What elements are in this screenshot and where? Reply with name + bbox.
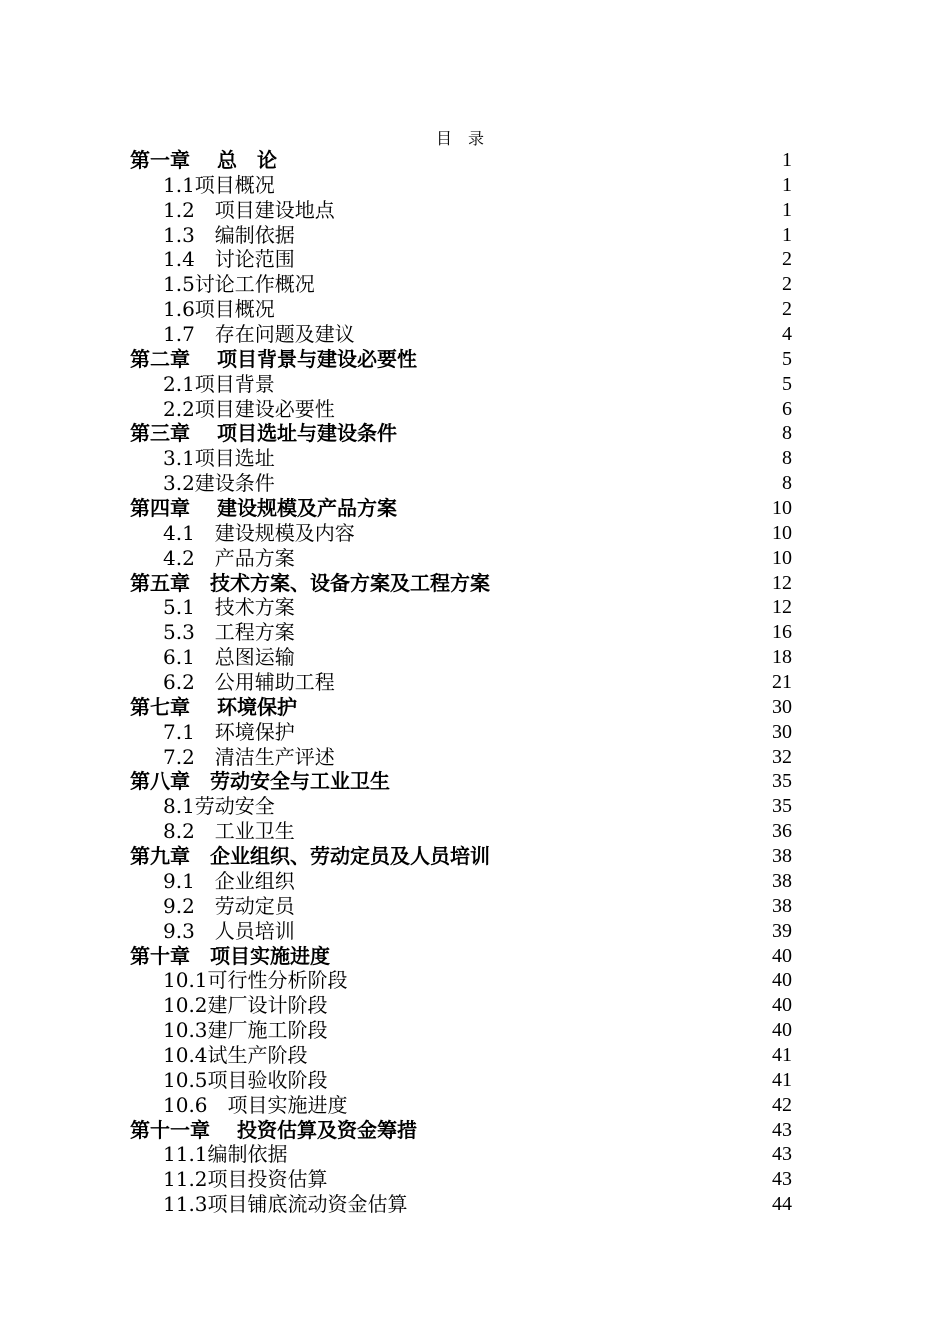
table-of-contents bbox=[130, 148, 792, 1217]
toc-chapter-entry[interactable] bbox=[130, 496, 792, 521]
toc-entry-page-number: 5 bbox=[782, 372, 792, 395]
toc-entry-label: 8.2 工业卫生 bbox=[163, 819, 295, 844]
toc-entry-label: 5.3 工程方案 bbox=[163, 620, 295, 645]
toc-entry-label: 10.6 项目实施进度 bbox=[163, 1092, 348, 1117]
toc-entry-label: 10.3建厂施工阶段 bbox=[163, 1018, 328, 1043]
toc-entry-page-number: 35 bbox=[772, 770, 792, 793]
toc-entry-page-number: 6 bbox=[782, 397, 792, 420]
toc-section-entry[interactable] bbox=[130, 372, 792, 397]
toc-entry-label: 4.1 建设规模及内容 bbox=[163, 520, 355, 545]
toc-section-entry[interactable] bbox=[130, 745, 792, 770]
toc-entry-label: 2.2项目建设必要性 bbox=[163, 396, 335, 421]
toc-entry-label: 第一章 总 论 bbox=[130, 148, 277, 172]
toc-section-entry[interactable] bbox=[130, 720, 792, 745]
toc-entry-label: 9.3 人员培训 bbox=[163, 918, 295, 943]
toc-entry-page-number: 8 bbox=[782, 422, 792, 445]
toc-entry-label: 1.3 编制依据 bbox=[163, 222, 295, 247]
toc-entry-label: 第四章 建设规模及产品方案 bbox=[130, 496, 397, 521]
toc-entry-page-number: 12 bbox=[772, 571, 792, 594]
toc-section-entry[interactable] bbox=[130, 446, 792, 471]
toc-entry-page-number: 44 bbox=[772, 1193, 792, 1216]
toc-section-entry[interactable] bbox=[130, 322, 792, 347]
toc-entry-page-number: 10 bbox=[772, 546, 792, 569]
toc-entry-label: 第十章 项目实施进度 bbox=[130, 943, 330, 968]
toc-section-entry[interactable] bbox=[130, 1043, 792, 1068]
toc-entry-page-number: 43 bbox=[772, 1168, 792, 1191]
toc-section-entry[interactable] bbox=[130, 869, 792, 894]
toc-entry-page-number: 2 bbox=[782, 298, 792, 321]
toc-entry-page-number: 2 bbox=[782, 248, 792, 271]
toc-section-entry[interactable] bbox=[130, 819, 792, 844]
toc-section-entry[interactable] bbox=[130, 645, 792, 670]
toc-section-entry[interactable] bbox=[130, 546, 792, 571]
toc-entry-page-number: 8 bbox=[782, 447, 792, 470]
toc-entry-page-number: 1 bbox=[782, 223, 792, 246]
toc-entry-page-number: 40 bbox=[772, 1019, 792, 1042]
toc-entry-label: 7.2 清洁生产评述 bbox=[163, 744, 335, 769]
toc-entry-label: 10.5项目验收阶段 bbox=[163, 1067, 328, 1092]
toc-entry-label: 11.2项目投资估算 bbox=[163, 1167, 328, 1192]
toc-entry-label: 第五章 技术方案、设备方案及工程方案 bbox=[130, 570, 490, 595]
toc-entry-label: 第九章 企业组织、劳动定员及人员培训 bbox=[130, 844, 490, 869]
toc-entry-page-number: 39 bbox=[772, 919, 792, 942]
toc-entry-page-number: 16 bbox=[772, 621, 792, 644]
toc-entry-page-number: 12 bbox=[772, 596, 792, 619]
toc-entry-label: 4.2 产品方案 bbox=[163, 545, 295, 570]
toc-entry-page-number: 5 bbox=[782, 347, 792, 370]
toc-section-entry[interactable] bbox=[130, 794, 792, 819]
toc-section-entry[interactable] bbox=[130, 968, 792, 993]
toc-section-entry[interactable] bbox=[130, 471, 792, 496]
toc-entry-label: 第八章 劳动安全与工业卫生 bbox=[130, 769, 390, 794]
toc-section-entry[interactable] bbox=[130, 521, 792, 546]
toc-entry-label: 9.1 企业组织 bbox=[163, 868, 295, 893]
toc-entry-label: 8.1劳动安全 bbox=[163, 794, 275, 819]
toc-section-entry[interactable] bbox=[130, 1018, 792, 1043]
toc-section-entry[interactable] bbox=[130, 397, 792, 422]
toc-entry-label: 11.1编制依据 bbox=[163, 1142, 288, 1167]
toc-entry-page-number: 41 bbox=[772, 1068, 792, 1091]
toc-entry-label: 9.2 劳动定员 bbox=[163, 893, 295, 918]
toc-entry-page-number: 41 bbox=[772, 1043, 792, 1066]
toc-section-entry[interactable] bbox=[130, 595, 792, 620]
toc-chapter-entry[interactable] bbox=[130, 571, 792, 596]
toc-section-entry[interactable] bbox=[130, 173, 792, 198]
toc-entry-label: 1.1项目概况 bbox=[163, 172, 275, 197]
toc-section-entry[interactable] bbox=[130, 620, 792, 645]
toc-entry-page-number: 18 bbox=[772, 646, 792, 669]
toc-section-entry[interactable] bbox=[130, 894, 792, 919]
toc-entry-label: 7.1 环境保护 bbox=[163, 719, 295, 744]
toc-section-entry[interactable] bbox=[130, 1142, 792, 1167]
toc-section-entry[interactable] bbox=[130, 1192, 792, 1217]
toc-section-entry[interactable] bbox=[130, 223, 792, 248]
toc-chapter-entry[interactable] bbox=[130, 421, 792, 446]
toc-entry-label: 11.3项目铺底流动资金估算 bbox=[163, 1192, 408, 1217]
toc-entry-label: 2.1项目背景 bbox=[163, 371, 275, 396]
toc-chapter-entry[interactable] bbox=[130, 944, 792, 969]
toc-entry-label: 1.6项目概况 bbox=[163, 297, 275, 322]
toc-entry-label: 第三章 项目选址与建设条件 bbox=[130, 421, 397, 446]
toc-entry-label: 10.1可行性分析阶段 bbox=[163, 968, 348, 993]
toc-entry-label: 10.2建厂设计阶段 bbox=[163, 993, 328, 1018]
toc-entry-page-number: 1 bbox=[782, 198, 792, 221]
toc-entry-page-number: 38 bbox=[772, 869, 792, 892]
toc-entry-page-number: 30 bbox=[772, 695, 792, 718]
toc-entry-page-number: 2 bbox=[782, 273, 792, 296]
toc-entry-page-number: 40 bbox=[772, 944, 792, 967]
toc-entry-page-number: 38 bbox=[772, 845, 792, 868]
toc-chapter-entry[interactable] bbox=[130, 844, 792, 869]
toc-title: 目 录 bbox=[435, 129, 484, 148]
toc-entry-page-number: 1 bbox=[782, 173, 792, 196]
toc-chapter-entry[interactable] bbox=[130, 769, 792, 794]
toc-entry-page-number: 43 bbox=[772, 1118, 792, 1141]
toc-chapter-entry[interactable] bbox=[130, 1118, 792, 1143]
toc-section-entry[interactable] bbox=[130, 670, 792, 695]
toc-section-entry[interactable] bbox=[130, 247, 792, 272]
toc-entry-page-number: 38 bbox=[772, 894, 792, 917]
toc-entry-page-number: 10 bbox=[772, 497, 792, 520]
toc-entry-page-number: 35 bbox=[772, 795, 792, 818]
toc-section-entry[interactable] bbox=[130, 297, 792, 322]
toc-chapter-entry[interactable] bbox=[130, 347, 792, 372]
toc-entry-label: 10.4试生产阶段 bbox=[163, 1042, 308, 1067]
toc-entry-label: 1.5讨论工作概况 bbox=[163, 272, 315, 297]
toc-entry-page-number: 36 bbox=[772, 820, 792, 843]
toc-entry-page-number: 1 bbox=[782, 149, 792, 171]
toc-entry-page-number: 40 bbox=[772, 994, 792, 1017]
toc-chapter-entry[interactable] bbox=[130, 695, 792, 720]
toc-entry-label: 第十一章 投资估算及资金筹措 bbox=[130, 1117, 417, 1142]
toc-chapter-entry[interactable] bbox=[130, 148, 792, 173]
toc-section-entry[interactable] bbox=[130, 198, 792, 223]
toc-entry-page-number: 8 bbox=[782, 472, 792, 495]
toc-section-entry[interactable] bbox=[130, 993, 792, 1018]
toc-entry-label: 6.2 公用辅助工程 bbox=[163, 670, 335, 695]
toc-section-entry[interactable] bbox=[130, 272, 792, 297]
toc-entry-page-number: 21 bbox=[772, 671, 792, 694]
toc-entry-page-number: 30 bbox=[772, 720, 792, 743]
toc-entry-label: 第七章 环境保护 bbox=[130, 694, 297, 719]
toc-entry-label: 3.2建设条件 bbox=[163, 471, 275, 496]
toc-entry-label: 第二章 项目背景与建设必要性 bbox=[130, 346, 417, 371]
toc-entry-label: 3.1项目选址 bbox=[163, 446, 275, 471]
toc-section-entry[interactable] bbox=[130, 1093, 792, 1118]
toc-section-entry[interactable] bbox=[130, 1167, 792, 1192]
toc-entry-label: 1.7 存在问题及建议 bbox=[163, 322, 355, 347]
toc-entry-label: 1.4 讨论范围 bbox=[163, 247, 295, 272]
toc-section-entry[interactable] bbox=[130, 919, 792, 944]
toc-entry-label: 5.1 技术方案 bbox=[163, 595, 295, 620]
toc-entry-page-number: 40 bbox=[772, 969, 792, 992]
toc-section-entry[interactable] bbox=[130, 1068, 792, 1093]
toc-entry-page-number: 43 bbox=[772, 1143, 792, 1166]
toc-entry-page-number: 42 bbox=[772, 1093, 792, 1116]
toc-entry-label: 6.1 总图运输 bbox=[163, 645, 295, 670]
toc-entry-page-number: 4 bbox=[782, 323, 792, 346]
toc-entry-page-number: 10 bbox=[772, 521, 792, 544]
toc-entry-label: 1.2 项目建设地点 bbox=[163, 197, 335, 222]
toc-entry-page-number: 32 bbox=[772, 745, 792, 768]
